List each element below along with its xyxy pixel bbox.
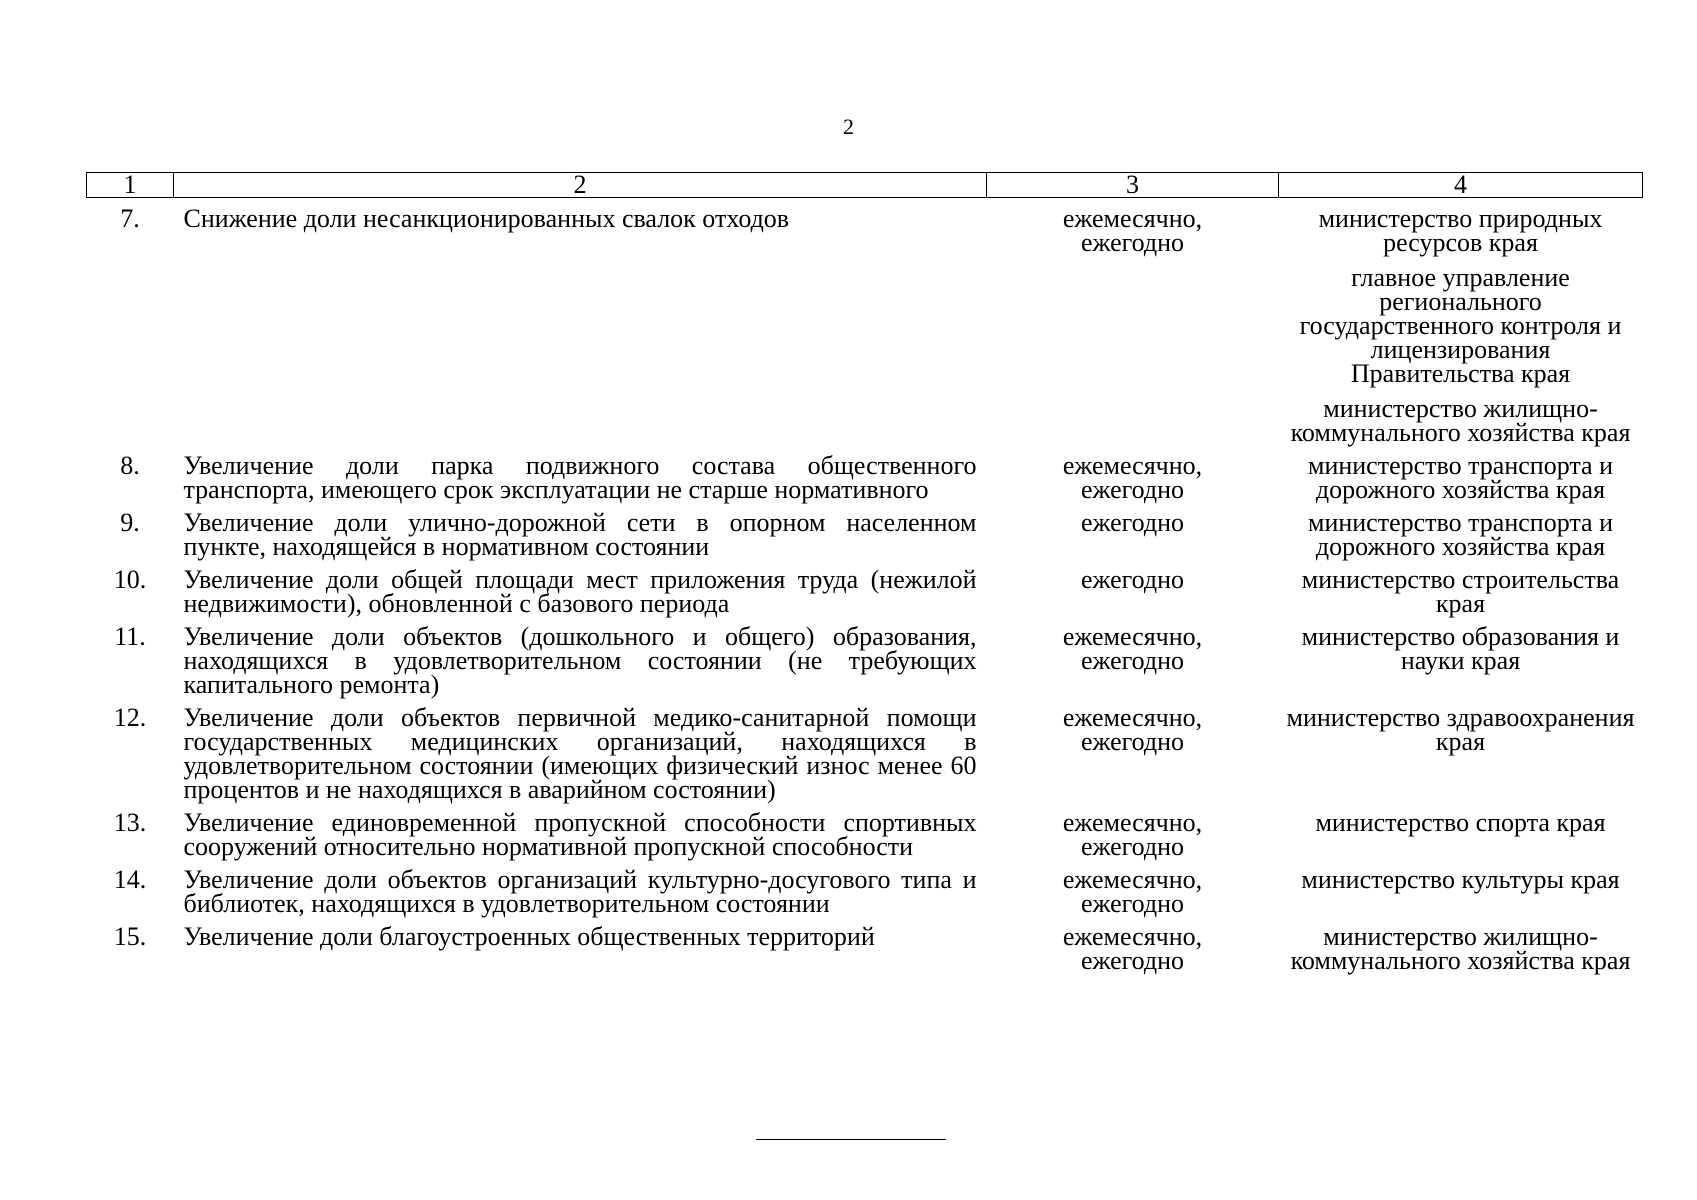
indicator-name: Увеличение доли улично-дорожной сети в опорном населенном пункте, находящейся в нормативном состоянии [183,508,977,561]
responsible-authorities [1279,559,1643,616]
row-number: 8. [120,451,140,480]
header-col-2: 2 [174,173,987,198]
responsible-authorities [1279,859,1643,916]
indicator-name: Увеличение доли объектов организаций культурно-досугового типа и библиотек, находящихся в удовлетворительном состоянии [183,865,977,918]
responsible-authorities [1279,502,1643,559]
responsible-authority: министерство культуры края [1301,865,1620,894]
reporting-frequency: ежемесячно, ежегодно [1062,865,1203,918]
reporting-frequency: ежемесячно, ежегодно [1062,451,1203,504]
reporting-frequency: ежемесячно, ежегодно [1062,204,1203,257]
header-col-4: 4 [1279,173,1643,198]
reporting-frequency: ежемесячно, ежегодно [1062,922,1203,975]
indicator-name: Увеличение доли парка подвижного состава общественного транспорта, имеющего срок эксплуатации не старше нормативного [183,451,977,504]
responsible-authority: министерство спорта края [1315,808,1606,837]
end-of-document-rule [756,1139,946,1140]
table-row [87,802,1643,859]
reporting-frequency: ежемесячно, ежегодно [1062,622,1203,675]
table-row [87,559,1643,616]
indicators-table [86,172,1643,973]
responsible-authorities [1279,802,1643,859]
row-number: 12. [113,703,147,732]
table-row [87,916,1643,973]
responsible-authorities [1279,916,1643,973]
reporting-frequency: ежегодно [1080,508,1185,537]
row-number: 13. [113,808,147,837]
reporting-frequency: ежемесячно, ежегодно [1062,703,1203,756]
responsible-authority: министерство жилищно-коммунального хозяйства края [1290,922,1631,975]
responsible-authorities [1279,445,1643,502]
responsible-authority: министерство природных ресурсов края [1318,204,1603,257]
page-number: 2 [843,114,854,139]
table-body [87,198,1643,974]
responsible-authority: министерство образования и науки края [1301,622,1620,675]
table-row [87,445,1643,502]
table-row [87,697,1643,802]
responsible-authorities [1279,616,1643,697]
responsible-authority: министерство жилищно-коммунального хозяйства края [1290,394,1631,447]
table-row [87,502,1643,559]
reporting-frequency: ежемесячно, ежегодно [1062,808,1203,861]
row-number: 7. [120,204,140,233]
table-row [87,198,1643,446]
responsible-authority: министерство строительства края [1301,565,1620,618]
row-number: 15. [113,922,147,951]
indicator-name: Увеличение доли общей площади мест приложения труда (нежилой недвижимости), обновленной с базового периода [183,565,977,618]
indicator-name: Увеличение доли объектов первичной медико-санитарной помощи государственных медицинских организаций, находящихся в удовлетворительном состоянии (имеющих физический износ менее 60 процентов и не находящихся в аварийном состоянии) [183,703,977,804]
header-col-3: 3 [987,173,1279,198]
table-row [87,616,1643,697]
row-number: 10. [113,565,147,594]
row-number: 11. [114,622,146,651]
responsible-authority: министерство здравоохранения края [1286,703,1635,756]
table-row [87,859,1643,916]
indicator-name: Увеличение единовременной пропускной способности спортивных сооружений относительно нормативной пропускной способности [183,808,977,861]
responsible-authorities [1279,198,1643,446]
responsible-authority: главное управление регионального государственного контроля и лицензирования Правительства края [1299,263,1622,388]
table-header [87,170,1643,199]
reporting-frequency: ежегодно [1080,565,1185,594]
responsible-authorities [1279,697,1643,802]
responsible-authority: министерство транспорта и дорожного хозяйства края [1307,451,1614,504]
indicator-name: Увеличение доли объектов (дошкольного и общего) образования, находящихся в удовлетворительном состоянии (не требующих капитального ремонта) [183,622,977,699]
row-number: 14. [113,865,147,894]
indicator-name: Увеличение доли благоустроенных общественных территорий [183,922,875,951]
header-row [87,173,1643,198]
header-col-1: 1 [87,173,174,198]
indicator-name: Снижение доли несанкционированных свалок отходов [183,204,790,233]
row-number: 9. [120,508,140,537]
responsible-authority: министерство транспорта и дорожного хозяйства края [1307,508,1614,561]
